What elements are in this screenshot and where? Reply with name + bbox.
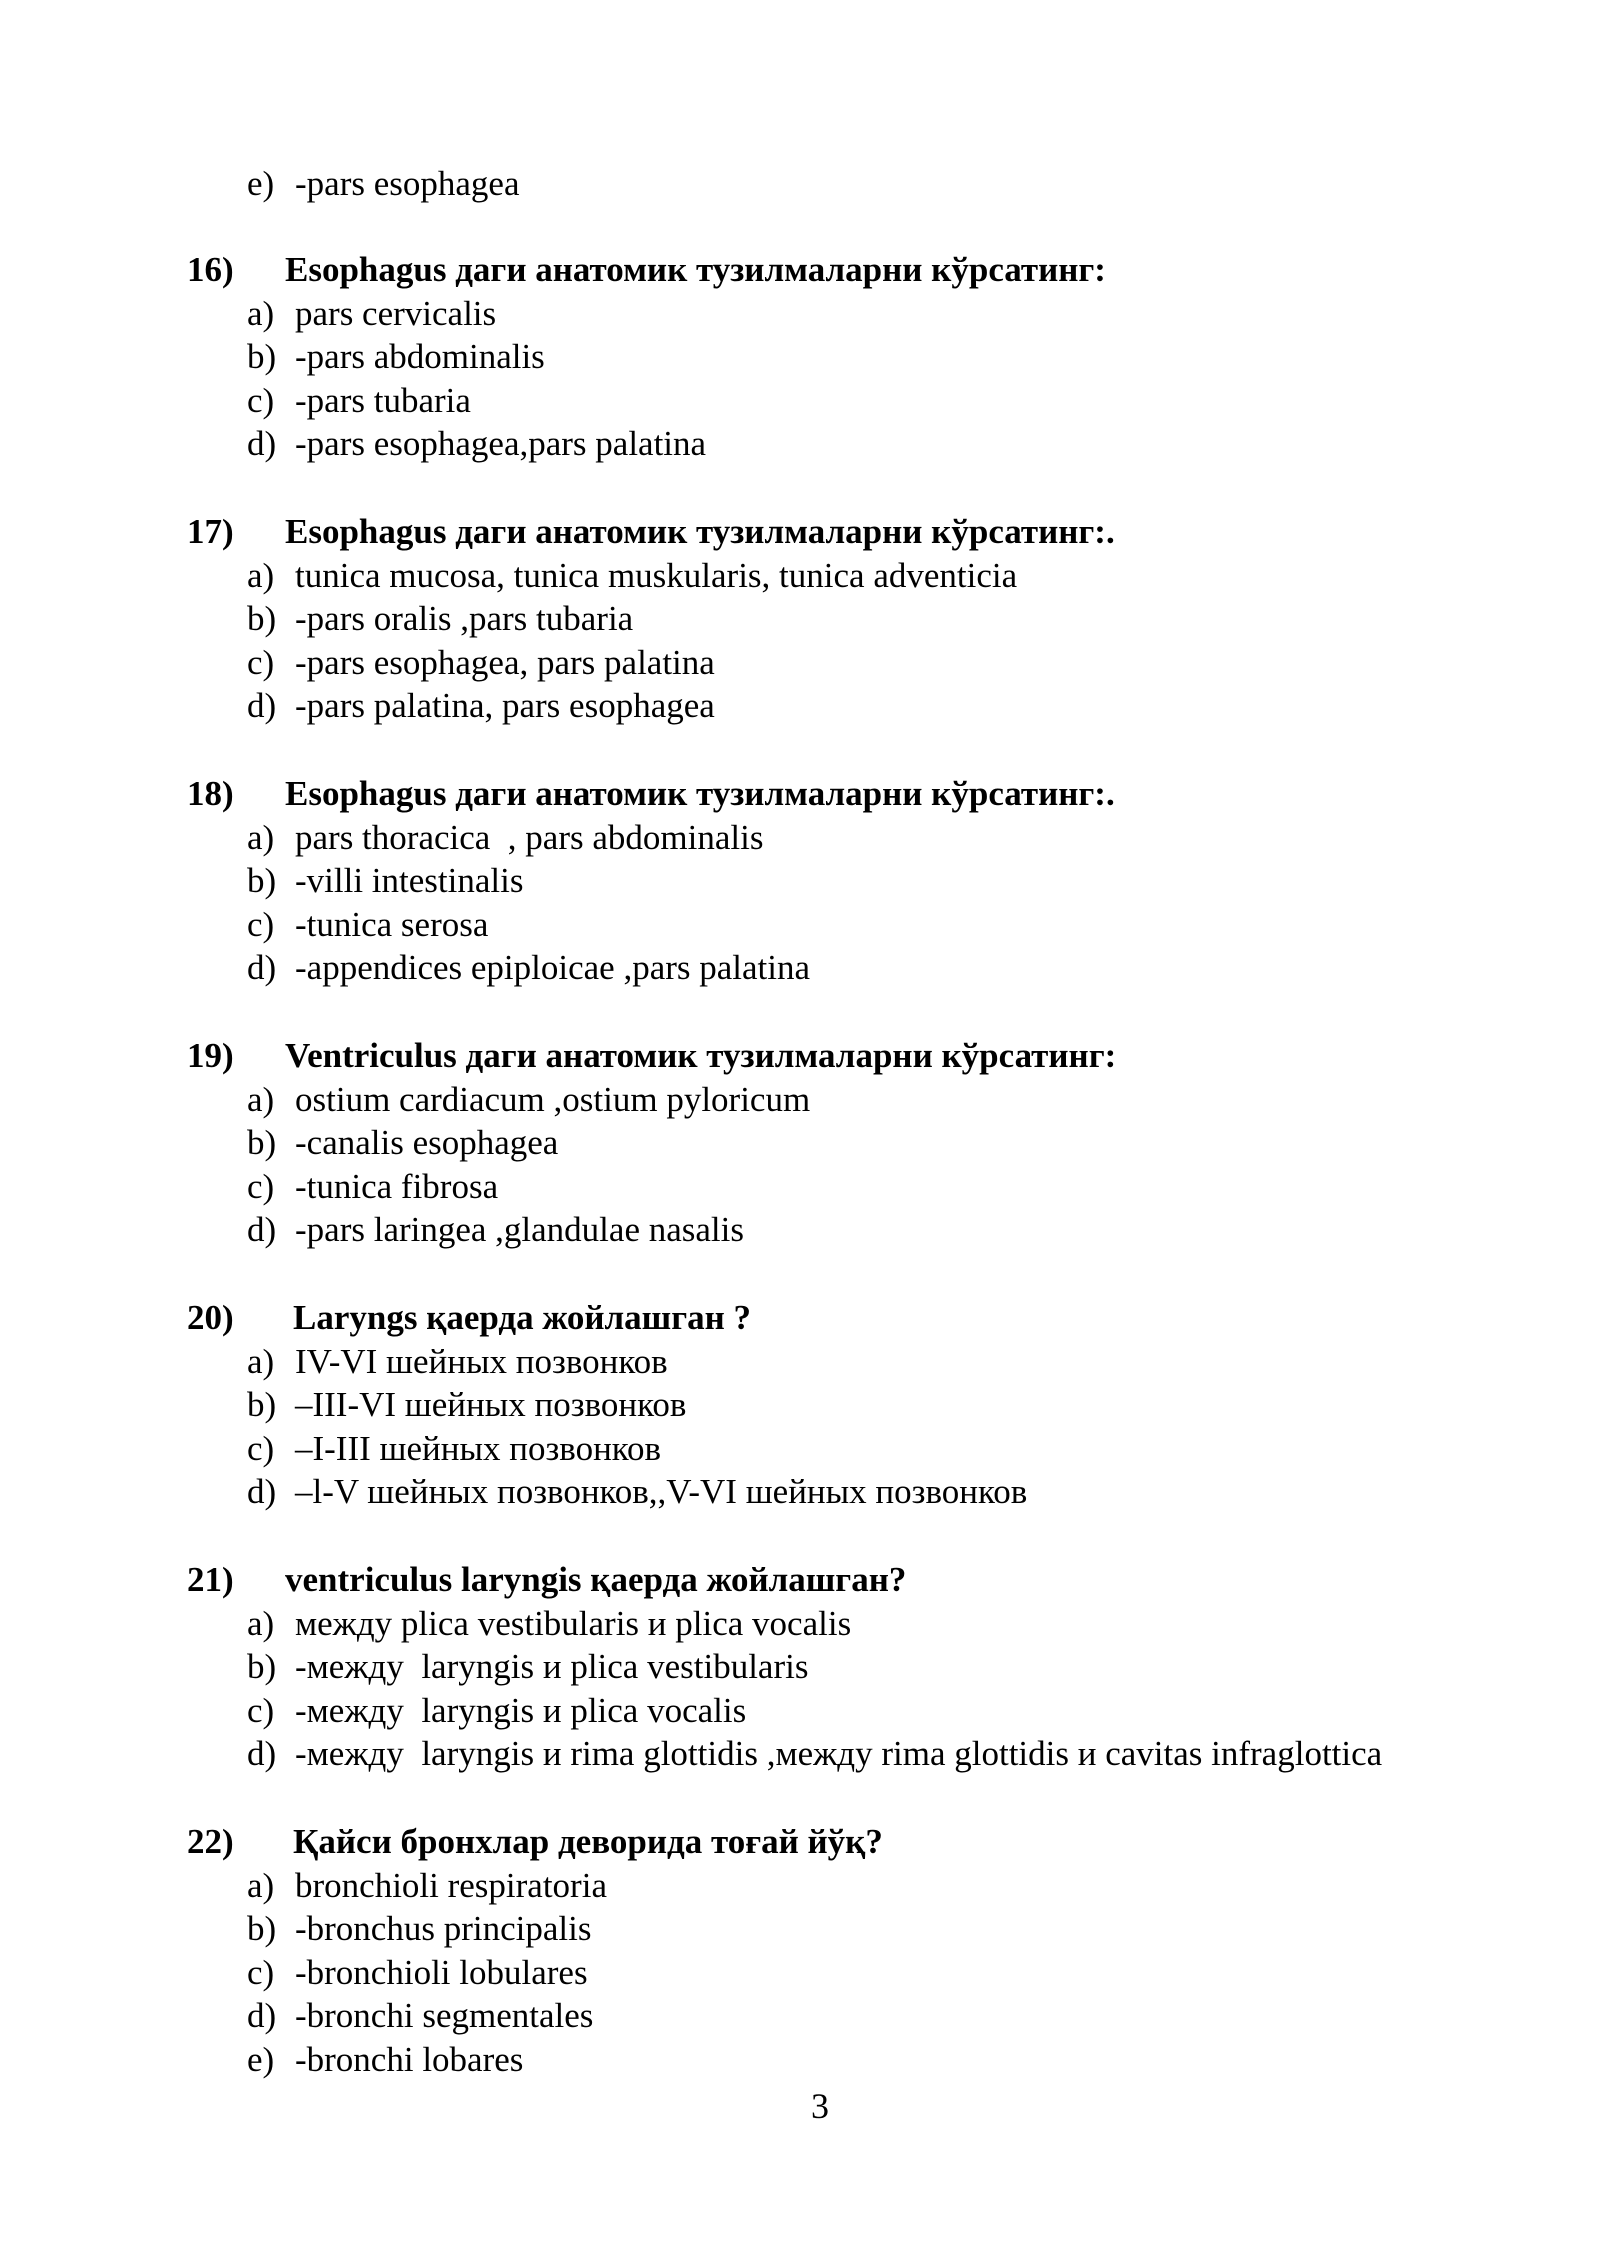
option-text: -pars esophagea, pars palatina [295,643,715,682]
option-text: -между laryngis и plica vocalis [295,1691,747,1730]
option-text: -pars esophagea,pars palatina [295,424,707,463]
option-letter: b) [247,1123,277,1162]
option-letter: d) [247,1210,277,1249]
option-letter: a) [247,294,275,333]
option-text: tunica mucosa, tunica muskularis, tunica adventicia [295,556,1018,595]
option-letter: c) [247,643,275,682]
page-number: 3 [811,2086,829,2126]
option-text: –l-V шейных позвонков,,V-VI шейных позвонков [295,1472,1028,1511]
option-letter: b) [247,1909,277,1948]
question-number: 20) [187,1298,234,1337]
option-text: -tunica serosa [295,905,489,944]
option-letter: c) [247,1167,275,1206]
option-text: pars cervicalis [295,294,497,333]
option-letter: e) [247,164,275,203]
question-number: 22) [187,1822,234,1861]
option-letter: b) [247,599,277,638]
option-letter: c) [247,1953,275,1992]
option-letter: d) [247,948,277,987]
option-text: bronchioli respiratoria [295,1866,607,1905]
option-text: -pars palatina, pars esophagea [295,686,715,725]
option-letter: e) [247,2040,275,2079]
option-text: pars thoracica , pars abdominalis [295,818,764,857]
option-letter: c) [247,905,275,944]
question-number: 17) [187,512,234,551]
option-letter: d) [247,1734,277,1773]
option-letter: d) [247,1996,277,2035]
option-text: -canalis esophagea [295,1123,559,1162]
option-text: -между laryngis и plica vestibularis [295,1647,809,1686]
option-letter: a) [247,556,275,595]
option-letter: c) [247,1429,275,1468]
option-text: –III-VI шейных позвонков [295,1385,687,1424]
question-text: Esophagus даги анатомик тузилмаларни кўрсатинг: [285,250,1106,289]
option-letter: a) [247,818,275,857]
question-number: 16) [187,250,234,289]
option-text: -villi intestinalis [295,861,524,900]
question-text: Ventriculus даги анатомик тузилмаларни кўрсатинг: [285,1036,1117,1075]
option-text: ostium cardiacum ,ostium pyloricum [295,1080,811,1119]
question-number: 18) [187,774,234,813]
option-text: -bronchioli lobulares [295,1953,588,1992]
question-text: Esophagus даги анатомик тузилмаларни кўрсатинг:. [285,774,1115,813]
question-text: Laryngs қаерда жойлашган ? [293,1298,752,1337]
option-letter: d) [247,1472,277,1511]
option-text: -pars laringea ,glandulae nasalis [295,1210,744,1249]
question-text: ventriculus laryngis қаерда жойлашган? [285,1560,907,1599]
option-text: -bronchi lobares [295,2040,524,2079]
option-text: между plica vestibularis и plica vocalis [295,1604,852,1643]
option-letter: a) [247,1080,275,1119]
option-text: -pars tubaria [295,381,471,420]
option-letter: b) [247,1647,277,1686]
option-text: -bronchus principalis [295,1909,592,1948]
option-letter: c) [247,381,275,420]
option-letter: b) [247,1385,277,1424]
option-letter: b) [247,337,277,376]
option-text: -bronchi segmentales [295,1996,594,2035]
option-letter: a) [247,1342,275,1381]
option-text: -между laryngis и rima glottidis ,между rima glottidis и cavitas infraglottica [295,1734,1383,1773]
option-letter: d) [247,424,277,463]
question-text: Esophagus даги анатомик тузилмаларни кўрсатинг:. [285,512,1115,551]
question-number: 19) [187,1036,234,1075]
option-letter: a) [247,1866,275,1905]
option-letter: c) [247,1691,275,1730]
option-text: -appendices epiploicae ,pars palatina [295,948,811,987]
question-text: Қайси бронхлар деворида тоғай йўқ? [293,1822,883,1861]
option-letter: a) [247,1604,275,1643]
option-text: -pars oralis ,pars tubaria [295,599,634,638]
option-text: -tunica fibrosa [295,1167,499,1206]
question-number: 21) [187,1560,234,1599]
option-letter: d) [247,686,277,725]
option-letter: b) [247,861,277,900]
option-text: -pars esophagea [295,164,520,203]
option-text: –I-III шейных позвонков [295,1429,662,1468]
option-text: IV-VI шейных позвонков [295,1342,668,1381]
option-text: -pars abdominalis [295,337,545,376]
